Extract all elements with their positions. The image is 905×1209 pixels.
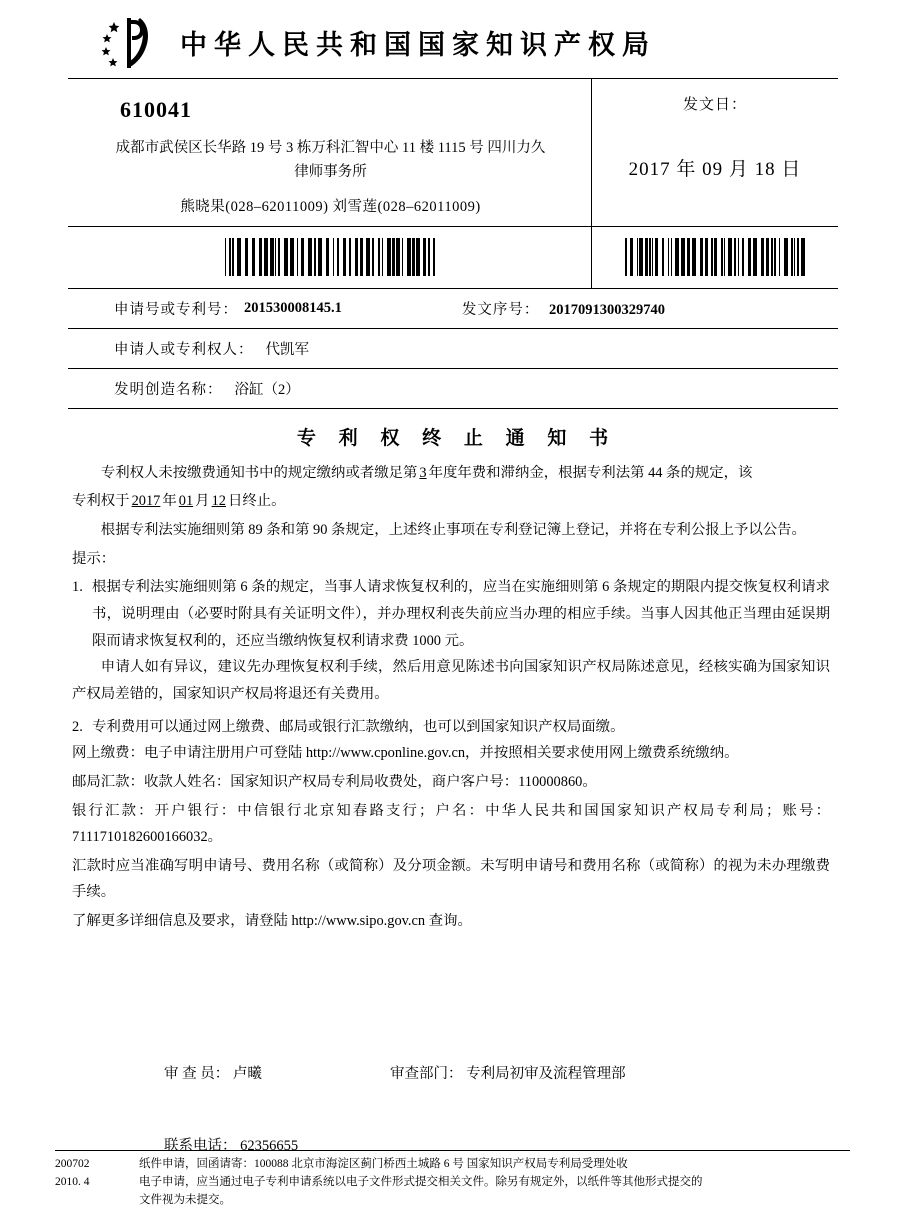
payment-note-line: 汇款时应当准确写明申请号、费用名称（或简称）及分项金额。未写明申请号和费用名称（或简称）的视为未办理缴费手续。 [72,857,830,901]
tip-item-1 [72,574,830,654]
address-line-1: 成都市武侯区长华路 19 号 3 栋万科汇智中心 11 楼 1115 号 四川力久 [115,140,546,156]
p1-year: 3 [419,464,427,481]
payment-post-line: 邮局汇款：收款人姓名：国家知识产权局专利局收费处，商户客户号：110000860。 [72,773,597,790]
p1-part-b: 年度年费和滞纳金，根据专利法第 44 条的规定，该 [428,464,753,481]
barcode-row [68,227,838,289]
dispatch-number-value: 2017091300329740 [549,301,665,318]
application-number-row [68,289,838,329]
application-number-label: 申请号或专利号： [114,301,238,318]
p1-part-c: 专利权于 [72,493,130,510]
applicant-value: 代凯军 [265,341,309,358]
body-paragraph-1-cont [72,488,830,515]
p1-month-unit: 月 [195,493,210,510]
form-codes [55,1156,139,1209]
p1-month-value: 01 [178,493,194,510]
bottom-note-line-3: 文件视为未提交。 [139,1193,231,1206]
examiner-label: 审 查 员： [164,1066,230,1082]
address-line-2: 律师事务所 [294,163,367,180]
tip-item-2 [72,714,830,741]
application-number-value: 201530008145.1 [244,299,342,316]
notice-title: 专 利 权 终 止 通 知 书 [296,427,618,449]
bottom-note-line-1: 纸件申请，回函请寄：100088 北京市海淀区蓟门桥西土城路 6 号 国家知识产权局专利局受理处收 [139,1158,628,1170]
notice-body [72,460,830,935]
invention-title-row [68,369,838,409]
bottom-note-line-2: 电子申请，应当通过电子专利申请系统以电子文件形式提交相关文件。除另有规定外，以纸件等其他形式提交的 [139,1175,703,1188]
invention-title-label: 发明创造名称： [114,381,223,398]
barcode-application-number [225,238,435,276]
page-title: 中华人民共和国国家知识产权局 [180,29,656,60]
contact-phone-value: 62356655 [240,1138,299,1154]
address-cell [68,79,592,226]
barcode-dispatch-number [625,238,805,276]
body-paragraph-1 [72,460,830,487]
dispatch-date-label: 发文日： [682,97,747,113]
p1-day-value: 12 [211,493,226,510]
payment-bank-line: 银行汇款：开户银行：中信银行北京知春路支行；户名：中华人民共和国国家知识产权局专利局；账号：7111710182600166032。 [72,802,830,846]
contact-phone-label: 联系电话： [164,1138,237,1154]
payment-more-info-line: 了解更多详细信息及要求，请登陆 http://www.sipo.gov.cn 查询。 [72,913,472,930]
p1-part-f: 日终止。 [227,493,286,510]
document-header [0,0,905,78]
form-code-1: 200702 [55,1158,90,1170]
invention-title-value: 浴缸（2） [234,381,300,398]
p1-year-value: 2017 [131,493,161,510]
tip-1-number: 1. [72,579,83,596]
bottom-note [55,1151,850,1209]
body-paragraph-2: 根据专利法实施细则第 89 条和第 90 条规定，上述终止事项在专利登记簿上登记，并将在专利公报上予以公告。 [100,522,806,539]
cnipa-emblem-icon [100,14,162,70]
tip-2-number: 2. [72,718,83,735]
tip-2-text: 专利费用可以通过网上缴费、邮局或银行汇款缴纳，也可以到国家知识产权局面缴。 [92,718,625,735]
applicant-row [68,329,838,369]
p1-part-a: 专利权人未按缴费通知书中的规定缴纳或者缴足第 [100,464,418,481]
department-label: 审查部门： [390,1066,463,1082]
examiner-value: 卢曦 [232,1066,262,1082]
dispatch-date-value: 2017 年 09 月 18 日 [628,159,802,180]
tips-label: 提示： [72,550,116,567]
dispatch-number-group [462,298,665,319]
dispatch-number-label: 发文序号： [461,301,540,318]
barcode-left-cell [68,227,592,288]
p1-year-unit: 年 [162,493,177,510]
department-value: 专利局初审及流程管理部 [466,1066,626,1082]
dispatch-date-cell [592,79,838,226]
form-code-2: 2010. 4 [55,1175,90,1188]
department-group [390,1062,905,1083]
address-date-block [68,79,838,227]
contact-persons: 熊晓果(028–62011009) 刘雪莲(028–62011009) [180,198,481,215]
bottom-note-text [139,1156,850,1209]
barcode-right-cell [592,227,838,288]
postal-code: 610041 [120,97,192,122]
applicant-label: 申请人或专利权人： [114,341,254,358]
tip-1-paragraph-2: 申请人如有异议，建议先办理恢复权利手续，然后用意见陈述书向国家知识产权局陈述意见，经核实确为国家知识产权局差错的，国家知识产权局将退还有关费用。 [72,659,830,702]
tip-1-text: 根据专利法实施细则第 6 条的规定，当事人请求恢复权利的，应当在实施细则第 6 条规定的期限内提交恢复权利请求书，说明理由（必要时附具有关证明文件），并办理权利丧失前应当办理的相应手续。当事人因其他正当理由延误期限而请求恢复权利的，还应当缴纳恢复权利请求费 1000 元。 [92,579,830,649]
examiner-group [0,1062,390,1083]
bottom-note-block [0,1150,905,1209]
payment-online-line: 网上缴费：电子申请注册用户可登陆 http://www.cponline.gov.cn，并按照相关要求使用网上缴费系统缴纳。 [72,745,739,762]
signature-row [0,1062,905,1083]
